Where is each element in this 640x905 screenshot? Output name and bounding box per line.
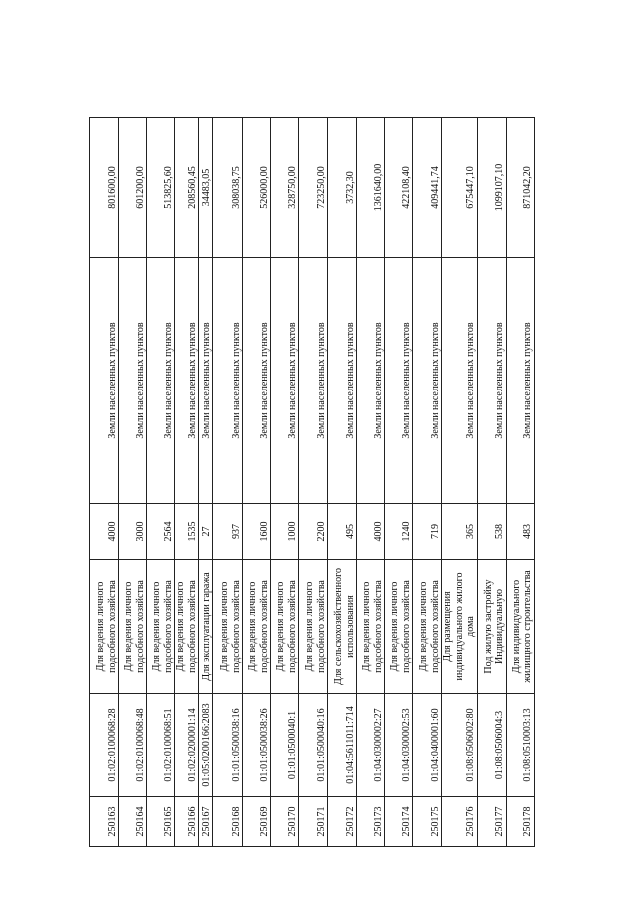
cadastral-value-cell: 871042,20 xyxy=(506,118,534,258)
cadastral-number-cell: 01:01:0500038:16 xyxy=(213,694,243,797)
table-row xyxy=(413,118,442,847)
cadastral-number-cell: 01:08:0506004:3 xyxy=(477,694,506,797)
cadastral-value-cell: 601200,00 xyxy=(119,118,147,258)
land-category-cell: Земли населенных пунктов xyxy=(328,258,357,504)
row-number-cell: 250176 xyxy=(442,797,478,847)
land-category-cell: Земли населенных пунктов xyxy=(271,258,299,504)
row-number-cell: 250168 xyxy=(213,797,243,847)
land-category-cell: Земли населенных пунктов xyxy=(477,258,506,504)
permitted-use-cell: Для размещения индивидуального жилого дома xyxy=(442,560,478,694)
land-parcels-table xyxy=(89,117,535,847)
row-number-cell: 250169 xyxy=(243,797,271,847)
permitted-use-cell: Для эксплуатации гаража xyxy=(199,560,213,694)
permitted-use-cell: Для ведения личного подсобного хозяйства xyxy=(271,560,299,694)
area-value-cell: 27 xyxy=(199,504,213,560)
table-row xyxy=(357,118,385,847)
table-row xyxy=(477,118,506,847)
table-row xyxy=(328,118,357,847)
table-row xyxy=(90,118,119,847)
table-row xyxy=(175,118,199,847)
row-number-cell: 250164 xyxy=(119,797,147,847)
cadastral-value-cell: 308038,75 xyxy=(213,118,243,258)
area-value-cell: 1240 xyxy=(385,504,413,560)
row-number-cell: 250163 xyxy=(90,797,119,847)
cadastral-number-cell: 01:02:0200001:14 xyxy=(175,694,199,797)
cadastral-number-cell: 01:04:0400001:60 xyxy=(413,694,442,797)
area-value-cell: 538 xyxy=(477,504,506,560)
cadastral-value-cell: 513825,60 xyxy=(147,118,175,258)
area-value-cell: 483 xyxy=(506,504,534,560)
area-value-cell: 937 xyxy=(213,504,243,560)
cadastral-number-cell: 01:08:0510003:13 xyxy=(506,694,534,797)
permitted-use-cell: Для ведения личного подсобного хозяйства xyxy=(243,560,271,694)
table-row xyxy=(385,118,413,847)
cadastral-value-cell: 723250,00 xyxy=(299,118,328,258)
cadastral-value-cell: 675447,10 xyxy=(442,118,478,258)
land-category-cell: Земли населенных пунктов xyxy=(243,258,271,504)
row-number-cell: 250170 xyxy=(271,797,299,847)
area-value-cell: 1535 xyxy=(175,504,199,560)
cadastral-value-cell: 1361640,00 xyxy=(357,118,385,258)
cadastral-value-cell: 422108,40 xyxy=(385,118,413,258)
cadastral-number-cell: 01:05:0200166:2083 xyxy=(199,694,213,797)
land-category-cell: Земли населенных пунктов xyxy=(213,258,243,504)
row-number-cell: 250171 xyxy=(299,797,328,847)
cadastral-value-cell: 801600,00 xyxy=(90,118,119,258)
row-number-cell: 250167 xyxy=(199,797,213,847)
row-number-cell: 250166 xyxy=(175,797,199,847)
table-row xyxy=(299,118,328,847)
permitted-use-cell: Для ведения личного подсобного хозяйства xyxy=(175,560,199,694)
area-value-cell: 4000 xyxy=(90,504,119,560)
permitted-use-cell: Для сельскохозяйственного использования xyxy=(328,560,357,694)
permitted-use-cell: Для ведения личного подсобного хозяйства xyxy=(90,560,119,694)
cadastral-number-cell: 01:01:0500038:26 xyxy=(243,694,271,797)
table-row xyxy=(506,118,534,847)
permitted-use-cell: Для ведения личного подсобного хозяйства xyxy=(119,560,147,694)
cadastral-number-cell: 01:02:0100068:51 xyxy=(147,694,175,797)
land-category-cell: Земли населенных пунктов xyxy=(199,258,213,504)
land-category-cell: Земли населенных пунктов xyxy=(413,258,442,504)
land-category-cell: Земли населенных пунктов xyxy=(506,258,534,504)
area-value-cell: 2200 xyxy=(299,504,328,560)
row-number-cell: 250165 xyxy=(147,797,175,847)
table-row xyxy=(147,118,175,847)
area-value-cell: 4000 xyxy=(357,504,385,560)
area-value-cell: 2564 xyxy=(147,504,175,560)
area-value-cell: 365 xyxy=(442,504,478,560)
table-row xyxy=(119,118,147,847)
permitted-use-cell: Для ведения личного подсобного хозяйства xyxy=(357,560,385,694)
table-row xyxy=(199,118,213,847)
table-row xyxy=(271,118,299,847)
table-row xyxy=(213,118,243,847)
cadastral-number-cell: 01:04:0300002:53 xyxy=(385,694,413,797)
land-category-cell: Земли населенных пунктов xyxy=(442,258,478,504)
cadastral-value-cell: 34483,05 xyxy=(199,118,213,258)
land-category-cell: Земли населенных пунктов xyxy=(357,258,385,504)
land-category-cell: Земли населенных пунктов xyxy=(90,258,119,504)
permitted-use-cell: Для ведения личного подсобного хозяйства xyxy=(299,560,328,694)
cadastral-value-cell: 1099107,10 xyxy=(477,118,506,258)
permitted-use-cell: Для индивидуального жилищного строительства xyxy=(506,560,534,694)
cadastral-number-cell: 01:02:0100068:48 xyxy=(119,694,147,797)
rotated-table-frame xyxy=(89,118,533,847)
area-value-cell: 495 xyxy=(328,504,357,560)
area-value-cell: 1000 xyxy=(271,504,299,560)
cadastral-number-cell: 01:02:0100068:28 xyxy=(90,694,119,797)
cadastral-number-cell: 01:04:0300002:27 xyxy=(357,694,385,797)
cadastral-number-cell: 01:04:5611011:714 xyxy=(328,694,357,797)
area-value-cell: 719 xyxy=(413,504,442,560)
cadastral-value-cell: 409441,74 xyxy=(413,118,442,258)
row-number-cell: 250177 xyxy=(477,797,506,847)
permitted-use-cell: Для ведения личного подсобного хозяйства xyxy=(213,560,243,694)
table-row xyxy=(243,118,271,847)
land-category-cell: Земли населенных пунктов xyxy=(385,258,413,504)
land-category-cell: Земли населенных пунктов xyxy=(299,258,328,504)
land-category-cell: Земли населенных пунктов xyxy=(175,258,199,504)
land-category-cell: Земли населенных пунктов xyxy=(119,258,147,504)
rotated-table-content xyxy=(89,118,533,847)
permitted-use-cell: Для ведения личного подсобного хозяйства xyxy=(413,560,442,694)
permitted-use-cell: Для ведения личного подсобного хозяйства xyxy=(147,560,175,694)
cadastral-number-cell: 01:01:0500040:1 xyxy=(271,694,299,797)
cadastral-number-cell: 01:01:0500040:16 xyxy=(299,694,328,797)
land-category-cell: Земли населенных пунктов xyxy=(147,258,175,504)
row-number-cell: 250178 xyxy=(506,797,534,847)
permitted-use-cell: Под жилую застройку Индивидуальную xyxy=(477,560,506,694)
row-number-cell: 250173 xyxy=(357,797,385,847)
cadastral-value-cell: 328750,00 xyxy=(271,118,299,258)
cadastral-number-cell: 01:08:0506002:80 xyxy=(442,694,478,797)
row-number-cell: 250175 xyxy=(413,797,442,847)
permitted-use-cell: Для ведения личного подсобного хозяйства xyxy=(385,560,413,694)
cadastral-value-cell: 526000,00 xyxy=(243,118,271,258)
table-body xyxy=(90,118,535,847)
area-value-cell: 1600 xyxy=(243,504,271,560)
area-value-cell: 3000 xyxy=(119,504,147,560)
cadastral-value-cell: 3732,30 xyxy=(328,118,357,258)
row-number-cell: 250174 xyxy=(385,797,413,847)
table-row xyxy=(442,118,478,847)
row-number-cell: 250172 xyxy=(328,797,357,847)
cadastral-value-cell: 208560,45 xyxy=(175,118,199,258)
